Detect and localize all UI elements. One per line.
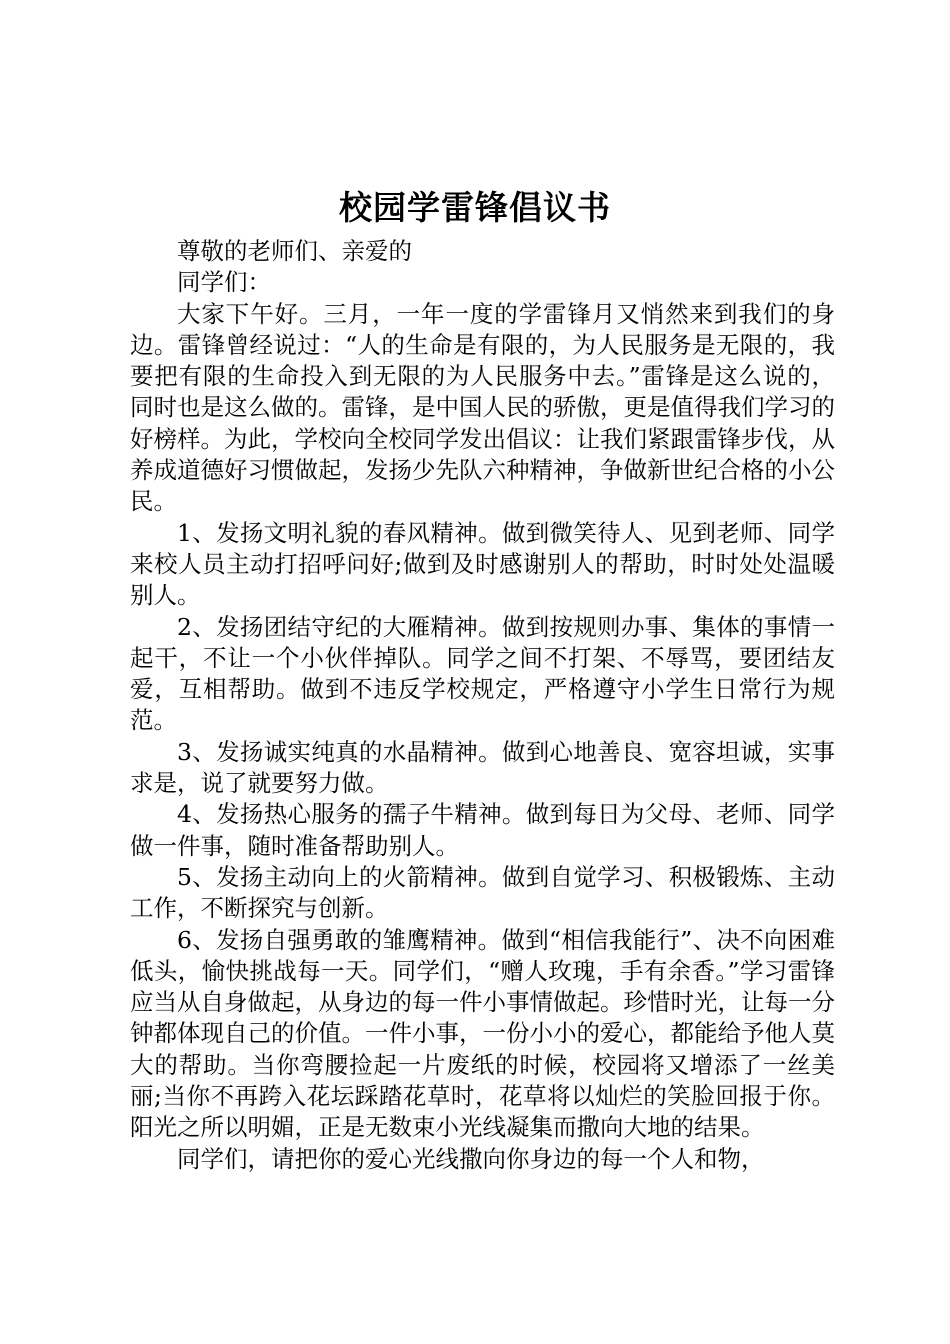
paragraph-item-5: 5、发扬主动向上的火箭精神。做到自觉学习、积极锻炼、主动工作，不断探究与创新。 bbox=[130, 862, 835, 923]
salutation-line-1: 尊敬的老师们、亲爱的 bbox=[177, 237, 412, 265]
document-body bbox=[130, 236, 835, 1175]
paragraph-closing: 同学们，请把你的爱心光线撒向你身边的每一个人和物， bbox=[177, 1144, 765, 1173]
paragraph-item-2: 2、发扬团结守纪的大雁精神。做到按规则办事、集体的事情一起干，不让一个小伙伴掉队。同学之间不打架、不辱骂，要团结友爱，互相帮助。做到不违反学校规定，严格遵守小学生日常行为规范。 bbox=[130, 612, 835, 735]
paragraph-item-1: 1、发扬文明礼貌的春风精神。做到微笑待人、见到老师、同学来校人员主动打招呼问好;做到及时感谢别人的帮助，时时处处温暖别人。 bbox=[130, 518, 835, 610]
paragraph-intro: 大家下午好。三月，一年一度的学雷锋月又悄然来到我们的身边。雷锋曾经说过：“人的生命是有限的，为人民服务是无限的，我要把有限的生命投入到无限的为人民服务中去。”雷锋是这么说的，同时也是这么做的。雷锋，是中国人民的骄傲，更是值得我们学习的好榜样。为此，学校向全校同学发出倡议：让我们紧跟雷锋步伐，从养成道德好习惯做起，发扬少先队六种精神，争做新世纪合格的小公民。 bbox=[130, 299, 835, 516]
paragraph-item-6: 6、发扬自强勇敢的雏鹰精神。做到“相信我能行”、决不向困难低头，愉快挑战每一天。同学们，“赠人玫瑰，手有余香。”学习雷锋应当从自身做起，从身边的每一件小事情做起。珍惜时光，让每一分钟都体现自己的价值。一件小事，一份小小的爱心，都能给予他人莫大的帮助。当你弯腰捡起一片废纸的时候，校园将又增添了一丝美丽;当你不再跨入花坛踩踏花草时，花草将以灿烂的笑脸回报于你。阳光之所以明媚，正是无数束小光线凝集而撒向大地的结果。 bbox=[130, 925, 835, 1142]
paragraph-item-4: 4、发扬热心服务的孺子牛精神。做到每日为父母、老师、同学做一件事，随时准备帮助别人。 bbox=[130, 800, 835, 860]
document-title: 校园学雷锋倡议书 bbox=[339, 188, 611, 227]
paragraph-item-3: 3、发扬诚实纯真的水晶精神。做到心地善良、宽容坦诚，实事求是，说了就要努力做。 bbox=[130, 737, 835, 798]
salutation-line-2: 同学们： bbox=[177, 268, 271, 297]
